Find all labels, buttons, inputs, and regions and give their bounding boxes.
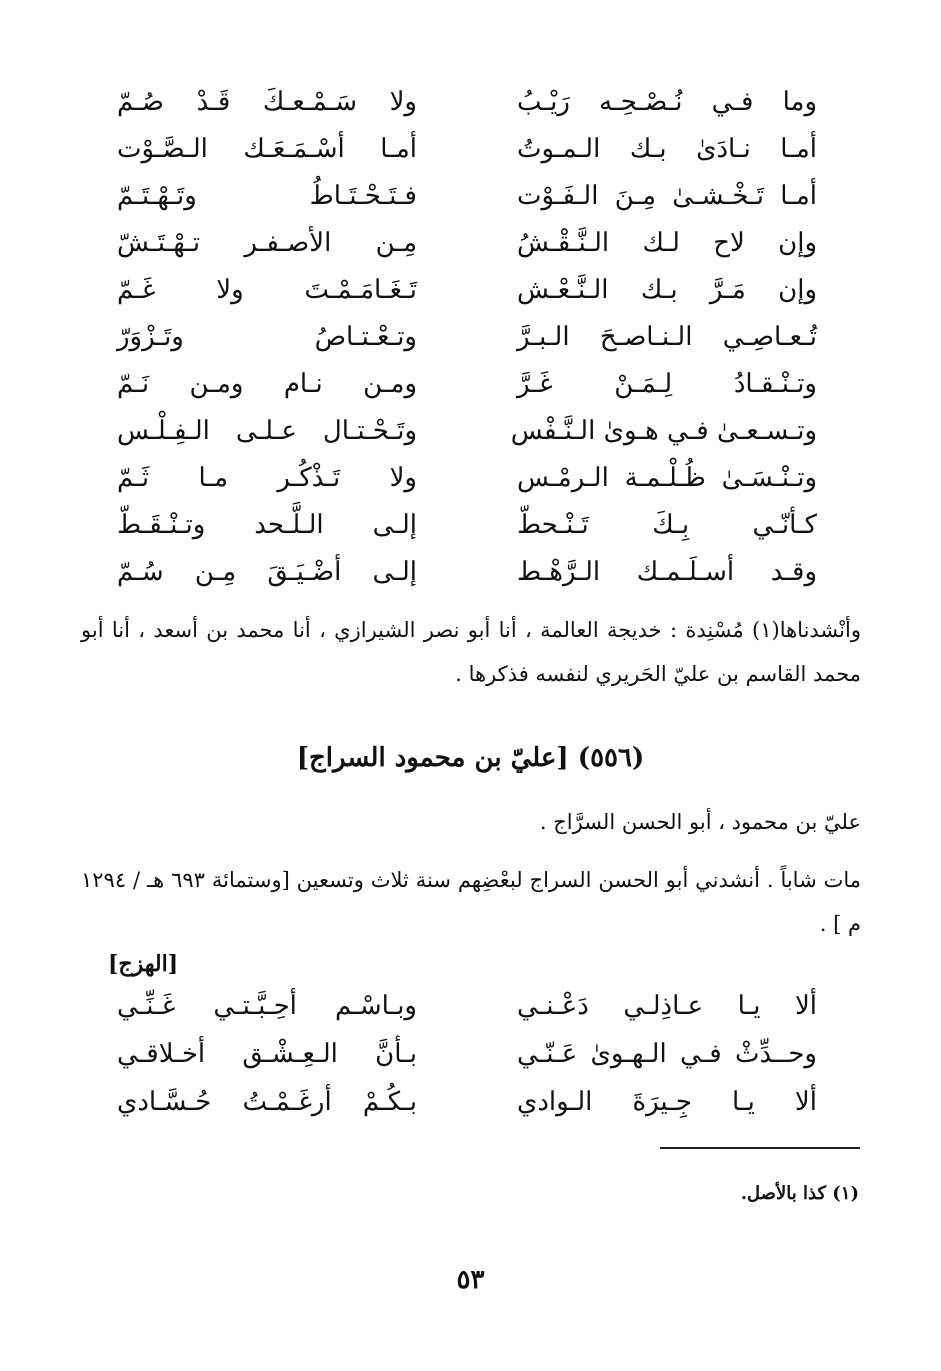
verse-second-hemistich: وتـعْـتـاصُ وتَـزْوَرّ (117, 322, 417, 352)
verse-first-hemistich: أمـا تَـخْـشـىٰ مِـنَ الـفَـوْت (517, 181, 817, 211)
verse-second-hemistich: بـأنَّ الـعِـشْـق أخـلاقـي (117, 1039, 417, 1069)
footnote: (١) كذا بالأصل. (740, 1183, 859, 1204)
verse-second-hemistich: أمـا أسْـمَـعَـك الـصَّـوْت (117, 134, 417, 164)
verse (117, 1032, 817, 1076)
verse (117, 1080, 817, 1124)
verse (117, 409, 817, 453)
verse (117, 80, 817, 124)
verse-first-hemistich: أمـا نـادَىٰ بـك الـمـوتُ (517, 134, 817, 164)
verse-first-hemistich: وتـسـعـىٰ فـي هـوىٰ الـنَّـفْس (510, 416, 817, 446)
entry-name-line: عليّ بن محمود ، أبو الحسن السرَّاج . (539, 810, 861, 834)
verse-second-hemistich: تَـغَـامَـمْـتَ ولا غَـمّ (117, 275, 417, 305)
verse-first-hemistich: كـأنّـي بِـكَ تَـنْـحطّ (517, 510, 817, 540)
verse-first-hemistich: وحــدِّثْ فـي الـهـوىٰ عَـنّـي (517, 1039, 817, 1069)
verse-first-hemistich: تُـعـاصِـي الـنـاصـحَ الـبـرَّ (517, 322, 817, 352)
verse-first-hemistich: وتـنْـقـادُ لِـمَـنْ غَـرَّ (517, 369, 817, 399)
verse (117, 127, 817, 171)
verse (117, 362, 817, 406)
footnote-separator (660, 1147, 860, 1149)
verse-second-hemistich: وبـاسْـم أحِـبَّـتـي غَـنِّـي (117, 991, 417, 1021)
verse-second-hemistich: بـكُـمْ أرغَـمْـتُ حُـسَّـادي (117, 1087, 417, 1117)
verse-first-hemistich: ألا يـا جِـيرَةَ الـوادي (517, 1087, 817, 1117)
narration-paragraph: وأنْشدناها(١) مُسْنِدة : خديجة العالمة ، أنا أبو نصر الشيرازي ، أنا محمد بن أسعد ، أنا أبو محمد القاسم بن عليّ الحَريري لنفسه فذكرها . (81, 618, 861, 686)
verse (117, 315, 817, 359)
page-number: ٥٣ (456, 1265, 485, 1295)
verse-second-hemistich: مِـن الأصـفـر تـهْـتَـشّ (117, 228, 417, 258)
verse-second-hemistich: إلـى أضْـيَـقَ مِـن سُـمّ (117, 557, 417, 587)
verse-second-hemistich: إلـى الـلَّـحد وتـنْـقَـطّ (117, 510, 417, 540)
verse-first-hemistich: وقـد أسـلَـمـك الـرَّهْـط (517, 557, 817, 587)
verse-second-hemistich: فـتَـحْـتَـاطُ وتَـهْـتَـمّ (117, 181, 417, 211)
verse-first-hemistich: وتـنْـسَـىٰ ظُـلْـمـة الـرمْـس (517, 463, 817, 493)
verse-first-hemistich: وإن مَـرَّ بـك الـنَّـعْـش (517, 275, 817, 305)
verse (117, 174, 817, 218)
verse-first-hemistich: ألا يـا عـاذِلـي دَعْـنـي (517, 991, 817, 1021)
meter-label: [الهزج] (108, 951, 179, 977)
verse-first-hemistich: وإن لاح لـك الـنَّـقْـشُ (517, 228, 817, 258)
verse (117, 503, 817, 547)
verse-second-hemistich: وتَـحْـتـال عـلـى الـفِـلْـس (117, 416, 417, 446)
entry-paragraph: مات شاباً . أنشدني أبو الحسن السراج لبعْضِهم سنة ثلاث وتسعين [وستمائة ٦٩٣ هـ / ١٢٩٤ م ] . (81, 868, 861, 936)
verse (117, 984, 817, 1028)
verse-second-hemistich: ولا سَـمْـعـكَ قَـدْ صُـمّ (117, 87, 417, 117)
verse (117, 456, 817, 500)
verse-second-hemistich: ولا تَـذْكُـر مـا ثَـمّ (117, 463, 417, 493)
verse-first-hemistich: وما فـي نُـصْـحِـه رَيْـبُ (517, 87, 817, 117)
verse-second-hemistich: ومـن نـام ومـن نَـمّ (117, 369, 417, 399)
verse (117, 221, 817, 265)
entry-heading: (٥٥٦) [عليّ بن محمود السراج] (296, 743, 645, 773)
verse (117, 550, 817, 594)
verse (117, 268, 817, 312)
